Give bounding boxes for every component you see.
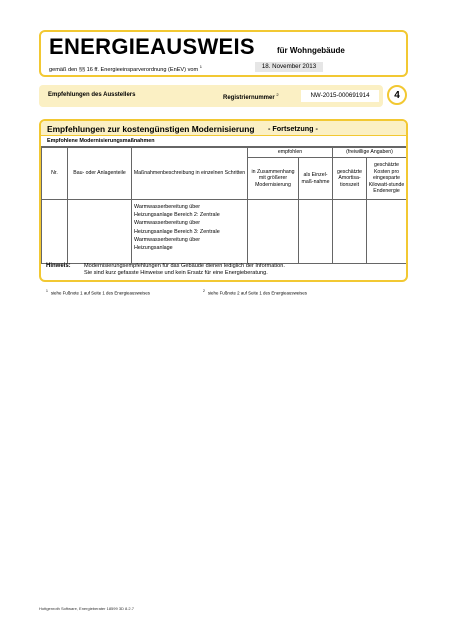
table-row xyxy=(42,200,407,264)
description-line: Heizungsanlage Bereich 2: Zentrale xyxy=(134,212,220,219)
software-footer: Hottgenroth Software, Energieberater 18599 3D 8.2.7 xyxy=(39,606,134,611)
footnote-1 xyxy=(46,289,150,295)
section-title-bar xyxy=(41,121,406,136)
registration-footnote-mark: 2 xyxy=(276,92,279,97)
cell-cost-per-kwh xyxy=(367,200,407,264)
recommendations-bar xyxy=(39,85,383,107)
col-header-major-modernisation: in Zusammenhang mit größerer Modernisierung xyxy=(248,158,299,200)
section-title-continuation: - Fortsetzung - xyxy=(268,124,318,133)
measures-table xyxy=(41,147,407,264)
footnote-2-mark: 2 xyxy=(203,289,205,293)
col-header-single-measure: als Einzel-maß-nahme xyxy=(299,158,333,200)
regulation-date-field: 18. November 2013 xyxy=(255,62,323,72)
footnote-2-text: siehe Fußnote 2 auf Seite 1 des Energieausweises xyxy=(207,290,307,296)
recommended-measures-label xyxy=(41,136,406,147)
certificate-title: ENERGIEAUSWEIS xyxy=(49,34,255,59)
registration-number-field: NW-2015-000691914 xyxy=(301,90,379,102)
footnote-1-text: siehe Fußnote 1 auf Seite 1 des Energieausweises xyxy=(50,290,150,296)
description-line: Heizungsanlage xyxy=(134,245,173,252)
col-header-recommended: empfohlen xyxy=(248,148,333,158)
regulation-text-label: gemäß den §§ 16 ff. Energieeinsparverordnung (EnEV) vom xyxy=(49,66,199,73)
certificate-header xyxy=(39,30,408,77)
table-header-row-1 xyxy=(42,148,407,158)
regulation-footnote-mark: 1 xyxy=(199,64,202,69)
col-header-cost-per-kwh: geschätzte Kosten pro eingesparte Kilowatt-stunde Endenergie xyxy=(367,158,407,200)
hint-text-line: Modernisierungsempfehlungen für das Gebäude dienen lediglich der Information. xyxy=(84,263,285,269)
description-line: Warmwasserbereitung über xyxy=(134,236,201,243)
recommended-measures-text: Empfohlene Modernisierungsmaßnahmen xyxy=(47,138,155,144)
col-header-amortisation: geschätzte Amortisa-tionszeit xyxy=(333,158,367,200)
certificate-subtitle: für Wohngebäude xyxy=(277,46,345,55)
col-header-nr: Nr. xyxy=(42,148,68,200)
cell-amortisation xyxy=(333,200,367,264)
cell-components xyxy=(68,200,132,264)
cell-single-measure xyxy=(299,200,333,264)
footnote-1-mark: 1 xyxy=(46,289,48,293)
cell-major-modernisation xyxy=(248,200,299,264)
hint-text-line: Sie sind kurz gefasste Hinweise und kein Ersatz für eine Energieberatung. xyxy=(84,270,268,276)
modernisation-section xyxy=(39,119,408,282)
cell-description xyxy=(132,200,248,264)
description-line: Warmwasserbereitung über xyxy=(134,220,201,227)
hint-box xyxy=(41,260,406,282)
description-line: Heizungsanlage Bereich 3: Zentrale xyxy=(134,228,220,235)
description-line: Warmwasserbereitung über xyxy=(134,204,201,210)
page-number-badge: 4 xyxy=(387,85,407,105)
col-header-voluntary: (freiwillige Angaben) xyxy=(333,148,407,158)
section-title: Empfehlungen zur kostengünstigen Modernisierung xyxy=(47,124,255,134)
col-header-components: Bau- oder Anlagenteile xyxy=(68,148,132,200)
registration-label-text: Registriernummer xyxy=(223,95,275,101)
regulation-text xyxy=(49,64,202,73)
footnote-2 xyxy=(203,289,307,295)
issuer-recommendations-label: Empfehlungen des Ausstellers xyxy=(48,92,136,98)
cell-nr xyxy=(42,200,68,264)
col-header-description: Maßnahmenbeschreibung in einzelnen Schritten xyxy=(132,148,248,200)
registration-number-label xyxy=(223,92,279,101)
hint-label: Hinweis: xyxy=(46,263,71,269)
